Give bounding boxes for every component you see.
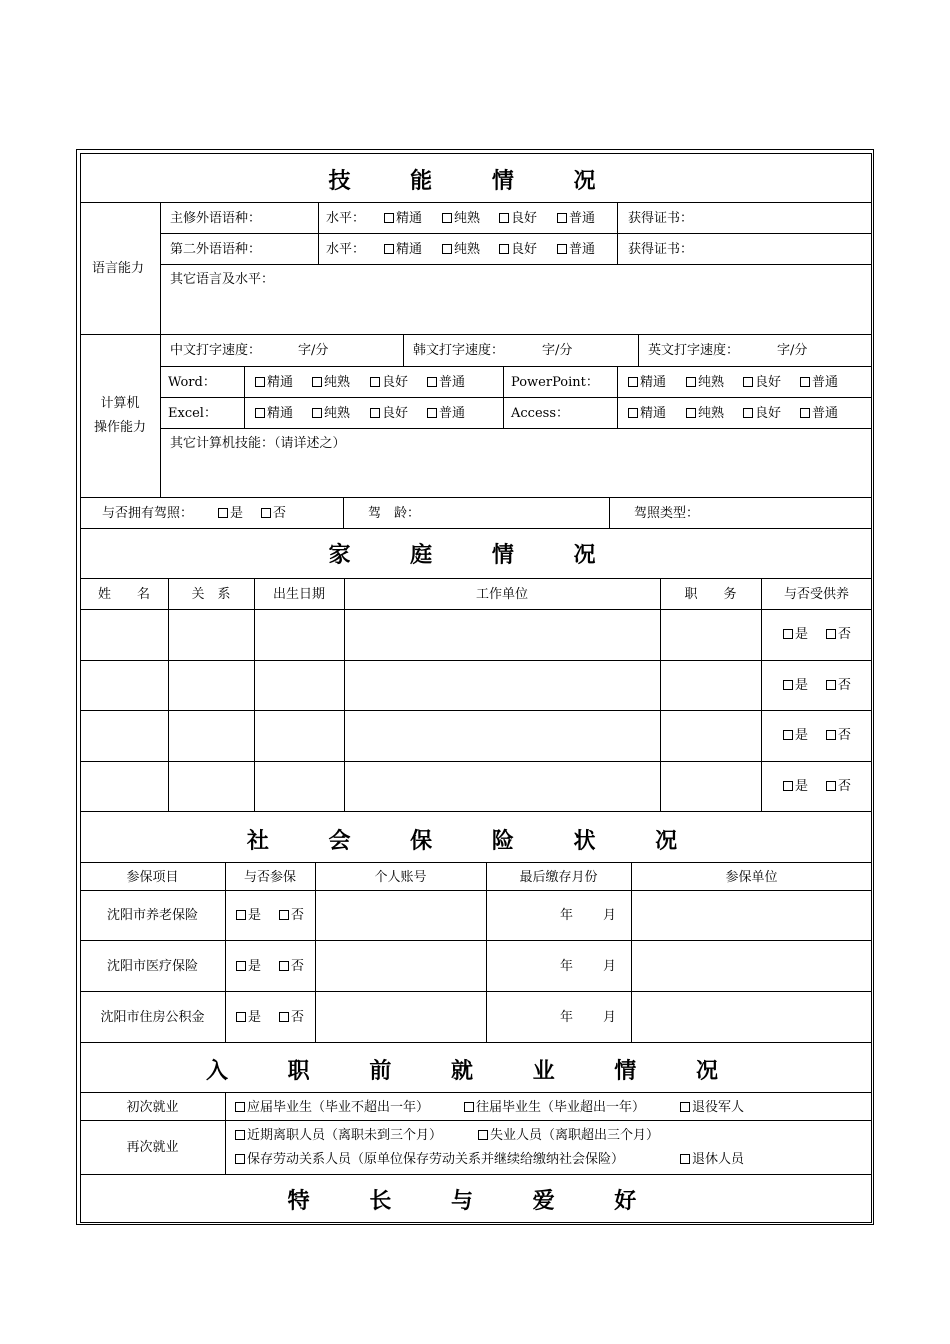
divider xyxy=(617,202,618,264)
divider xyxy=(638,334,639,366)
license-type-label: 驾照类型： xyxy=(634,506,700,521)
year-label: 年 xyxy=(560,908,574,923)
yes-option[interactable]: 是 xyxy=(218,506,243,522)
level-option[interactable]: 纯熟 xyxy=(312,406,350,422)
divider xyxy=(315,862,316,1042)
checkbox[interactable] xyxy=(255,377,265,387)
yes-option[interactable]: 是 xyxy=(783,627,808,643)
divider xyxy=(761,578,762,811)
divider xyxy=(80,890,872,891)
language-ability-label: 语言能力 xyxy=(92,261,145,276)
family-header: 职 务 xyxy=(684,587,737,602)
year-label: 年 xyxy=(560,1010,574,1025)
checkbox[interactable] xyxy=(442,213,452,223)
employment-option[interactable]: 保存劳动关系人员（原单位保存劳动关系并继续给缴纳社会保险） xyxy=(235,1152,624,1168)
insurance-item-label: 沈阳市养老保险 xyxy=(106,908,198,923)
divider xyxy=(80,660,872,661)
divider xyxy=(254,578,255,811)
no-option[interactable]: 否 xyxy=(279,959,304,975)
typing-unit: 字/分 xyxy=(542,343,573,358)
checkbox[interactable] xyxy=(236,910,246,920)
checkbox[interactable] xyxy=(427,408,437,418)
yes-option[interactable]: 是 xyxy=(783,678,808,694)
divider xyxy=(80,334,872,335)
checkbox[interactable] xyxy=(826,730,836,740)
level-option[interactable]: 精通 xyxy=(628,406,666,422)
certificate-label: 获得证书： xyxy=(628,211,694,226)
checkbox[interactable] xyxy=(261,508,271,518)
computer-ability-label: 计算机 xyxy=(100,396,140,411)
divider xyxy=(160,202,161,334)
divider xyxy=(80,862,872,863)
yes-option[interactable]: 是 xyxy=(236,959,261,975)
first-employment-label: 初次就业 xyxy=(126,1100,179,1115)
family-header: 工作单位 xyxy=(475,587,528,602)
yes-option[interactable]: 是 xyxy=(236,1010,261,1026)
divider xyxy=(80,1092,872,1093)
no-option[interactable]: 否 xyxy=(261,506,286,522)
word-label: Word： xyxy=(168,375,216,390)
divider xyxy=(160,233,872,234)
checkbox[interactable] xyxy=(557,244,567,254)
typing-unit: 字/分 xyxy=(298,343,329,358)
divider xyxy=(318,202,319,264)
section-title-family: 家 庭 情 况 xyxy=(328,542,622,568)
no-option[interactable]: 否 xyxy=(826,678,851,694)
checkbox[interactable] xyxy=(826,781,836,791)
major-language-label: 主修外语语种： xyxy=(170,211,262,226)
divider xyxy=(80,811,872,812)
insurance-header: 个人账号 xyxy=(374,870,427,885)
checkbox[interactable] xyxy=(783,781,793,791)
level-option[interactable]: 良好 xyxy=(370,406,408,422)
employment-option[interactable]: 退役军人 xyxy=(680,1100,744,1116)
divider xyxy=(631,862,632,1042)
insurance-header: 与否参保 xyxy=(243,870,296,885)
level-option[interactable]: 精通 xyxy=(384,211,422,227)
employment-option[interactable]: 近期离职人员（离职未到三个月） xyxy=(235,1128,442,1144)
other-language-label: 其它语言及水平： xyxy=(170,272,275,287)
divider xyxy=(80,497,872,498)
yes-option[interactable]: 是 xyxy=(783,779,808,795)
divider xyxy=(168,578,169,811)
computer-ability-label: 操作能力 xyxy=(93,420,146,435)
checkbox[interactable] xyxy=(680,1102,690,1112)
month-label: 月 xyxy=(603,908,617,923)
form-outer-frame xyxy=(76,149,874,1225)
level-option[interactable]: 精通 xyxy=(628,375,666,391)
level-option[interactable]: 普通 xyxy=(557,211,595,227)
checkbox[interactable] xyxy=(499,213,509,223)
checkbox[interactable] xyxy=(464,1102,474,1112)
level-option[interactable]: 普通 xyxy=(557,242,595,258)
level-option[interactable]: 普通 xyxy=(427,406,465,422)
level-option[interactable]: 纯熟 xyxy=(442,211,480,227)
no-option[interactable]: 否 xyxy=(826,728,851,744)
divider xyxy=(503,366,504,428)
divider xyxy=(80,1120,872,1121)
checkbox[interactable] xyxy=(499,244,509,254)
checkbox[interactable] xyxy=(743,408,753,418)
level-option[interactable]: 普通 xyxy=(800,406,838,422)
no-option[interactable]: 否 xyxy=(279,908,304,924)
level-label: 水平： xyxy=(326,242,366,257)
checkbox[interactable] xyxy=(783,730,793,740)
year-label: 年 xyxy=(560,959,574,974)
divider xyxy=(244,366,245,428)
divider xyxy=(80,578,872,579)
level-option[interactable]: 纯熟 xyxy=(686,375,724,391)
family-header: 出生日期 xyxy=(272,587,325,602)
section-title-skills: 技 能 情 况 xyxy=(328,168,622,194)
divider xyxy=(160,264,872,265)
divider xyxy=(80,1174,872,1175)
level-option[interactable]: 良好 xyxy=(743,375,781,391)
checkbox[interactable] xyxy=(312,377,322,387)
checkbox[interactable] xyxy=(279,961,289,971)
level-option[interactable]: 纯熟 xyxy=(442,242,480,258)
family-header: 与否受供养 xyxy=(783,587,849,602)
checkbox[interactable] xyxy=(686,408,696,418)
access-label: Access： xyxy=(511,406,569,421)
checkbox[interactable] xyxy=(628,377,638,387)
divider xyxy=(160,428,872,429)
yes-option[interactable]: 是 xyxy=(236,908,261,924)
checkbox[interactable] xyxy=(743,377,753,387)
level-option[interactable]: 精通 xyxy=(255,406,293,422)
driving-license-label: 与否拥有驾照： xyxy=(102,506,194,521)
divider xyxy=(80,609,872,610)
section-title-insurance: 社 会 保 险 状 况 xyxy=(246,828,704,854)
typing-unit: 字/分 xyxy=(777,343,808,358)
checkbox[interactable] xyxy=(370,377,380,387)
checkbox[interactable] xyxy=(218,508,228,518)
checkbox[interactable] xyxy=(800,377,810,387)
chinese-typing-label: 中文打字速度： xyxy=(170,343,262,358)
divider xyxy=(225,862,226,1042)
divider xyxy=(403,334,404,366)
insurance-header: 参保项目 xyxy=(126,870,179,885)
level-option[interactable]: 纯熟 xyxy=(686,406,724,422)
checkbox[interactable] xyxy=(235,1102,245,1112)
checkbox[interactable] xyxy=(557,213,567,223)
insurance-header: 最后缴存月份 xyxy=(519,870,598,885)
no-option[interactable]: 否 xyxy=(279,1010,304,1026)
checkbox[interactable] xyxy=(370,408,380,418)
level-option[interactable]: 精通 xyxy=(255,375,293,391)
checkbox[interactable] xyxy=(680,1154,690,1164)
checkbox[interactable] xyxy=(279,910,289,920)
divider xyxy=(617,366,618,428)
no-option[interactable]: 否 xyxy=(826,779,851,795)
insurance-item-label: 沈阳市住房公积金 xyxy=(100,1010,205,1025)
level-option[interactable]: 良好 xyxy=(499,211,537,227)
insurance-header: 参保单位 xyxy=(725,870,778,885)
other-computer-skills-label: 其它计算机技能：（请详述之） xyxy=(170,436,346,451)
checkbox[interactable] xyxy=(384,213,394,223)
level-option[interactable]: 良好 xyxy=(499,242,537,258)
checkbox[interactable] xyxy=(686,377,696,387)
certificate-label: 获得证书： xyxy=(628,242,694,257)
employment-option[interactable]: 往届毕业生（毕业超出一年） xyxy=(464,1100,645,1116)
yes-option[interactable]: 是 xyxy=(783,728,808,744)
checkbox[interactable] xyxy=(442,244,452,254)
divider xyxy=(80,761,872,762)
checkbox[interactable] xyxy=(235,1130,245,1140)
family-header: 姓 名 xyxy=(97,587,150,602)
english-typing-label: 英文打字速度： xyxy=(648,343,740,358)
insurance-item-label: 沈阳市医疗保险 xyxy=(106,959,198,974)
level-option[interactable]: 普通 xyxy=(800,375,838,391)
checkbox[interactable] xyxy=(628,408,638,418)
checkbox[interactable] xyxy=(478,1130,488,1140)
section-title-hobbies: 特 长 与 爱 好 xyxy=(287,1188,663,1214)
level-option[interactable]: 良好 xyxy=(370,375,408,391)
divider xyxy=(80,202,872,203)
divider xyxy=(660,578,661,811)
divider xyxy=(343,497,344,528)
checkbox[interactable] xyxy=(312,408,322,418)
checkbox[interactable] xyxy=(783,629,793,639)
divider xyxy=(160,334,161,497)
employment-option[interactable]: 应届毕业生（毕业不超出一年） xyxy=(235,1100,429,1116)
checkbox[interactable] xyxy=(255,408,265,418)
no-option[interactable]: 否 xyxy=(826,627,851,643)
checkbox[interactable] xyxy=(235,1154,245,1164)
employment-option[interactable]: 失业人员（离职超出三个月） xyxy=(478,1128,659,1144)
divider xyxy=(344,578,345,811)
divider xyxy=(225,1092,226,1174)
level-option[interactable]: 良好 xyxy=(743,406,781,422)
level-option[interactable]: 精通 xyxy=(384,242,422,258)
checkbox[interactable] xyxy=(236,961,246,971)
divider xyxy=(160,366,872,367)
checkbox[interactable] xyxy=(826,680,836,690)
checkbox[interactable] xyxy=(236,1012,246,1022)
divider xyxy=(80,940,872,941)
divider xyxy=(486,862,487,1042)
checkbox[interactable] xyxy=(800,408,810,418)
divider xyxy=(609,497,610,528)
re-employment-label: 再次就业 xyxy=(126,1140,179,1155)
divider xyxy=(80,991,872,992)
level-label: 水平： xyxy=(326,211,366,226)
divider xyxy=(80,528,872,529)
powerpoint-label: PowerPoint： xyxy=(511,375,599,390)
month-label: 月 xyxy=(603,1010,617,1025)
month-label: 月 xyxy=(603,959,617,974)
family-header: 关 系 xyxy=(191,587,231,602)
checkbox[interactable] xyxy=(427,377,437,387)
section-title-employment: 入 职 前 就 业 情 况 xyxy=(206,1058,744,1084)
excel-label: Excel： xyxy=(168,406,217,421)
checkbox[interactable] xyxy=(783,680,793,690)
form-table xyxy=(80,153,870,1221)
driving-years-label: 驾 龄： xyxy=(368,506,421,521)
checkbox[interactable] xyxy=(826,629,836,639)
employment-option[interactable]: 退休人员 xyxy=(680,1152,744,1168)
divider xyxy=(160,397,872,398)
divider xyxy=(80,710,872,711)
level-option[interactable]: 普通 xyxy=(427,375,465,391)
divider xyxy=(80,1042,872,1043)
korean-typing-label: 韩文打字速度： xyxy=(413,343,505,358)
level-option[interactable]: 纯熟 xyxy=(312,375,350,391)
checkbox[interactable] xyxy=(384,244,394,254)
second-language-label: 第二外语语种： xyxy=(170,242,262,257)
checkbox[interactable] xyxy=(279,1012,289,1022)
